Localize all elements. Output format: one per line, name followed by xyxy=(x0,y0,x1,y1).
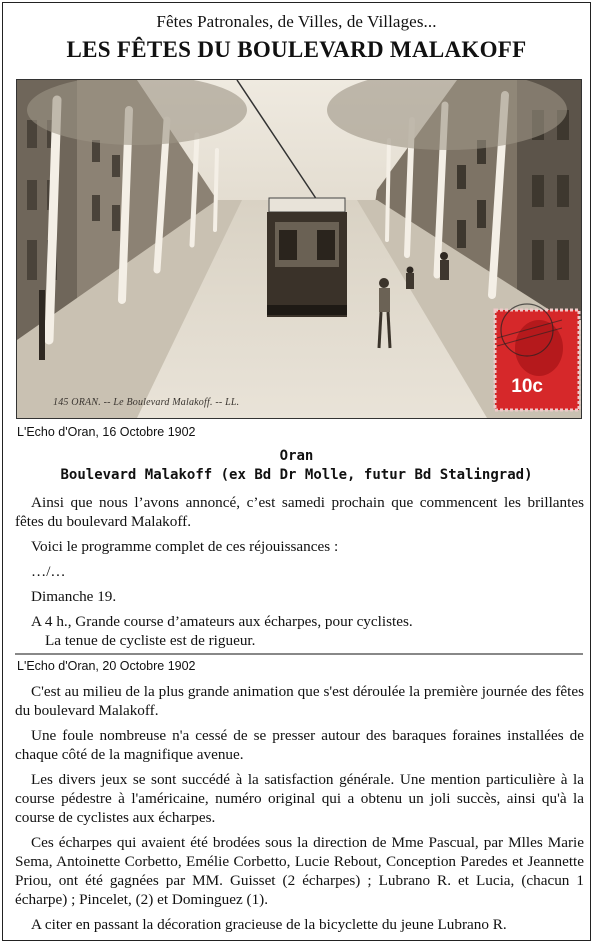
article2-paragraph: A citer en passant la décoration gracieuse de la bicyclette du jeune Lubrano R. xyxy=(31,916,507,933)
article1-paragraph: …/… xyxy=(31,563,66,580)
article1-paragraph: A 4 h., Grande course d’amateurs aux écharpes, pour cyclistes. xyxy=(31,613,413,630)
page-frame xyxy=(2,2,591,941)
article2-paragraph: C'est au milieu de la plus grande animation que s'est déroulée la première journée des fêtes du boulevard Malakoff. xyxy=(15,683,584,719)
article1-title-line2: Boulevard Malakoff (ex Bd Dr Molle, futur Bd Stalingrad) xyxy=(60,467,533,483)
article2-body xyxy=(15,682,584,940)
article1-paragraph: Voici le programme complet de ces réjouissances : xyxy=(31,538,339,555)
postcard-photo xyxy=(16,79,582,419)
article1-title-line1: Oran xyxy=(279,448,314,464)
article2-source: L'Echo d'Oran, 20 Octobre 1902 xyxy=(17,659,196,673)
article2-paragraph: Ces écharpes qui avaient été brodées sous la direction de Mme Pascual, par Mlles Marie Sema, Antoinette Corbetto, Emélie Corbetto, Lucie Rebout, Conception Paredes et Jeannette Priou, ont été gagnées par MM. Guisset (2 écharpes) ; Lubrano R. et Lucia, (chacun 1 écharpe) ; Pincelet, (2) et Dominguez (1). xyxy=(15,834,584,908)
stamp-value: 10c xyxy=(511,376,543,397)
page-kicker: Fêtes Patronales, de Villes, de Villages... xyxy=(156,12,437,31)
boulevard-photo-illustration xyxy=(17,80,581,418)
section-divider xyxy=(15,653,583,655)
article1-source: L'Echo d'Oran, 16 Octobre 1902 xyxy=(17,425,196,439)
article2-paragraph: Les divers jeux se sont succédé à la satisfaction générale. Une mention particulière à la course pédestre à l'américaine, numéro original qui a obtenu un joli succès, ainsi qu'à la course de cyclistes aux écharpes. xyxy=(15,771,584,826)
page-title: LES FÊTES DU BOULEVARD MALAKOFF xyxy=(66,37,527,62)
article1-body xyxy=(15,493,584,656)
article1-paragraph: Ainsi que nous l’avons annoncé, c’est samedi prochain que commencent les brillantes fêtes du boulevard Malakoff. xyxy=(15,494,584,530)
article1-paragraph: Dimanche 19. xyxy=(31,588,117,605)
article1-paragraph: La tenue de cycliste est de rigueur. xyxy=(45,632,256,649)
photo-caption: 145 ORAN. -- Le Boulevard Malakoff. -- LL. xyxy=(53,397,240,408)
article2-paragraph: Une foule nombreuse n'a cessé de se presser autour des baraques foraines installées de chaque côté de la magnifique avenue. xyxy=(15,727,584,763)
